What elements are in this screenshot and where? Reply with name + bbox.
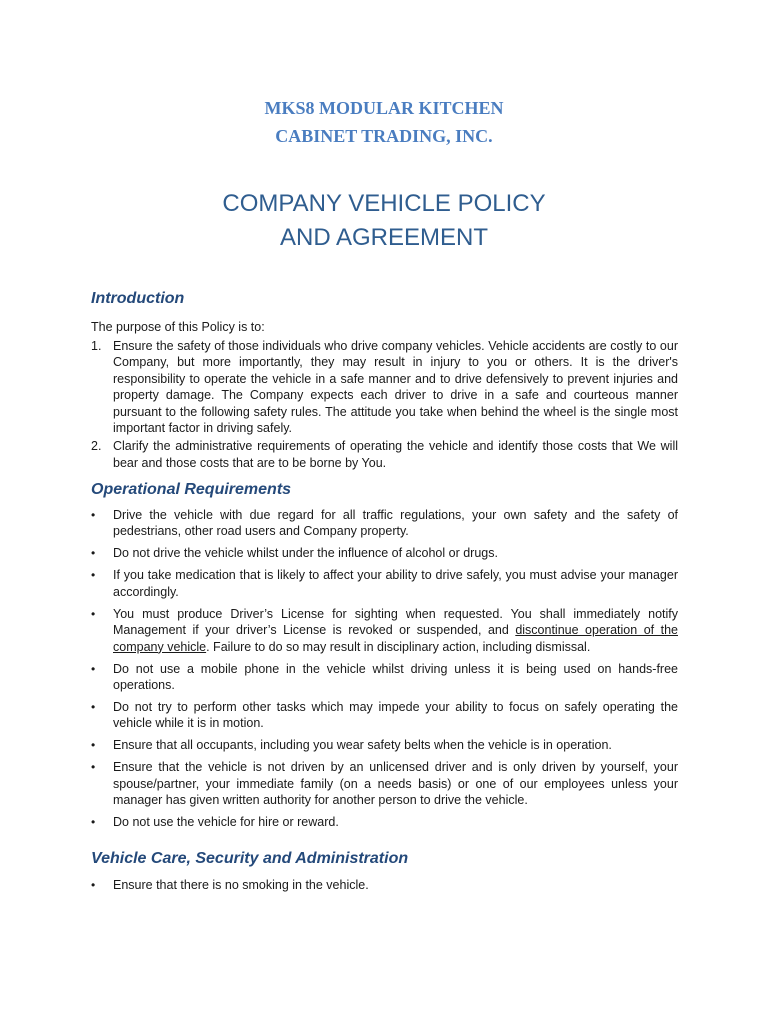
operational-heading: Operational Requirements	[91, 481, 292, 498]
list-item-text: Do not drive the vehicle whilst under the influence of alcohol or drugs.	[113, 546, 498, 561]
list-item-text: Ensure the safety of those individuals who drive company vehicles. Vehicle accidents are costly to our Company, but more importantly, they may result in injury to you or others. It is the driver's responsibility to operate the vehicle in a safe manner and to drive defensively to prevent injuries and property damage. The Company expects each driver to drive in a safe and courteous manner pursuant to the following safety rules. The attitude you take when behind the wheel is the single most important factor in driving safely.	[113, 339, 678, 436]
bullet-icon: •	[91, 508, 96, 522]
company-name	[0, 94, 768, 150]
list-item-text: Ensure that the vehicle is not driven by an unlicensed driver and is only driven by yourself, your spouse/partner, your immediate family (on a needs basis) or one of our employees unless your manager has given written authority for another person to drive the vehicle.	[113, 760, 678, 808]
list-number: 1.	[91, 339, 102, 353]
list-item-text: Clarify the administrative requirements of operating the vehicle and identify those costs that We will bear and those costs that are to be borne by You.	[113, 439, 678, 470]
list-item	[91, 877, 678, 893]
company-name-line1: MKS8 MODULAR KITCHEN	[264, 98, 504, 118]
list-item	[91, 699, 678, 732]
list-item	[91, 338, 678, 436]
introduction-lead: The purpose of this Policy is to:	[91, 320, 265, 334]
list-item	[91, 545, 678, 561]
list-item	[91, 814, 678, 830]
bullet-icon: •	[91, 700, 96, 715]
list-item-text: Ensure that there is no smoking in the vehicle.	[113, 878, 369, 892]
list-item-text: Do not try to perform other tasks which may impede your ability to focus on safely operating the vehicle while it is in motion.	[113, 700, 678, 731]
document-title-line1: COMPANY VEHICLE POLICY	[222, 190, 546, 217]
underlined-text: discontinue operation of the company vehicle	[113, 623, 678, 654]
list-item-text: Ensure that all occupants, including you wear safety belts when the vehicle is in operation.	[113, 738, 612, 753]
bullet-icon: •	[91, 738, 96, 753]
list-number: 2.	[91, 439, 102, 454]
introduction-list	[91, 338, 678, 473]
document-title-line2: AND AGREEMENT	[279, 224, 489, 251]
list-item-text-part: . Failure to do so may result in disciplinary action, including dismissal.	[206, 639, 591, 654]
bullet-icon: •	[91, 546, 96, 561]
operational-list	[91, 507, 678, 836]
bullet-icon: •	[91, 815, 96, 830]
list-item	[91, 567, 678, 600]
document-title	[0, 187, 768, 255]
bullet-icon: •	[91, 760, 96, 775]
list-item	[91, 606, 678, 655]
vehicle-care-list	[91, 877, 678, 899]
list-item	[91, 661, 678, 694]
list-item-text: Do not use a mobile phone in the vehicle whilst driving unless it is being used on hands-free operations.	[113, 661, 678, 693]
list-item	[91, 759, 678, 808]
vehicle-care-heading: Vehicle Care, Security and Administration	[91, 850, 409, 867]
company-name-line2: CABINET TRADING, INC.	[275, 126, 493, 146]
bullet-icon: •	[91, 606, 96, 621]
list-item-text: Drive the vehicle with due regard for all traffic regulations, your own safety and the safety of pedestrians, other road users and Company property.	[113, 508, 678, 539]
list-item	[91, 737, 678, 753]
list-item-text: If you take medication that is likely to affect your ability to drive safely, you must advise your manager accordingly.	[113, 568, 678, 599]
list-item	[91, 438, 678, 471]
list-item	[91, 507, 678, 540]
list-item-text-part: You must produce Driver’s License for sighting when requested. You shall immediately notify Management if your driver’s License is revoked or suspended, and	[113, 606, 678, 638]
bullet-icon: •	[91, 661, 96, 676]
bullet-icon: •	[91, 878, 96, 892]
bullet-icon: •	[91, 568, 96, 583]
list-item-text: Do not use the vehicle for hire or reward.	[113, 815, 339, 830]
introduction-heading: Introduction	[91, 290, 185, 307]
list-item-text	[113, 607, 678, 654]
